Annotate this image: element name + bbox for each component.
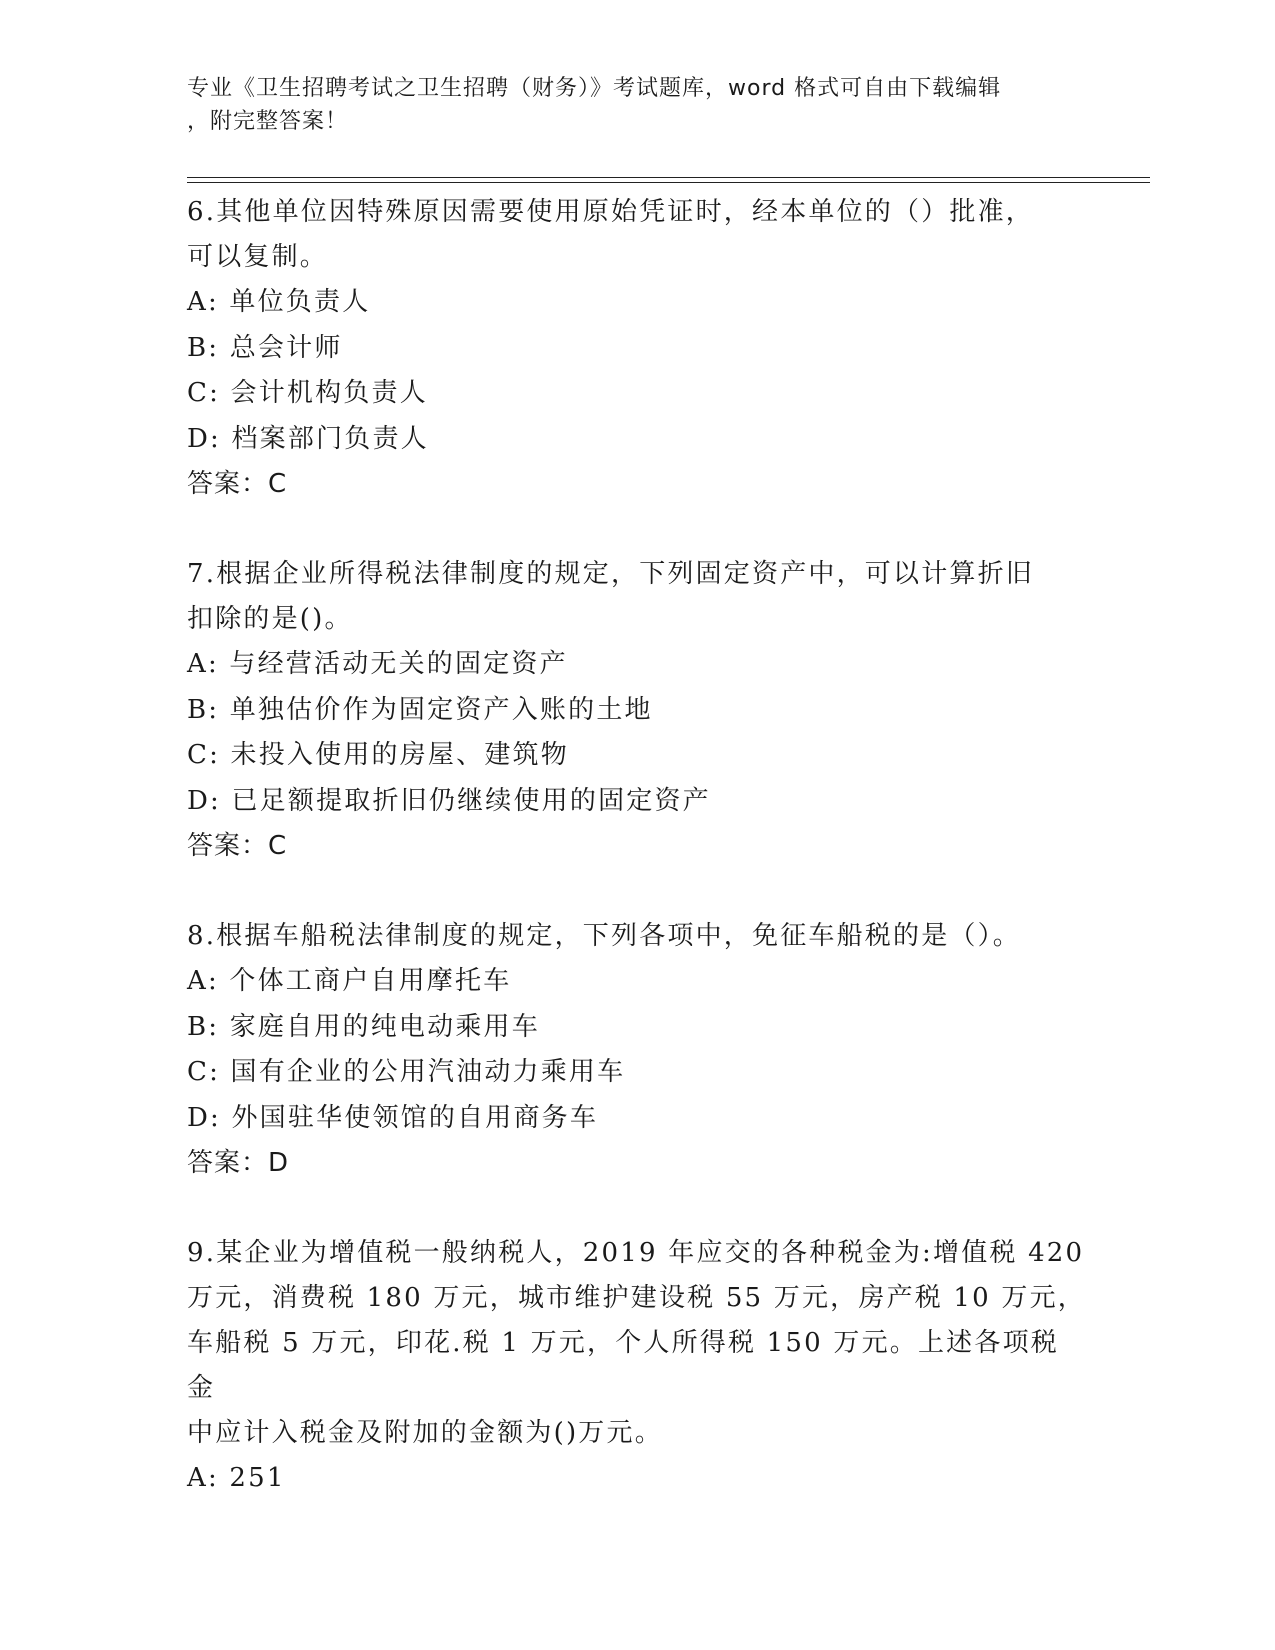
question-text-line: 中应计入税金及附加的金额为()万元。	[187, 1418, 663, 1448]
option-d: D: 外国驻华使领馆的自用商务车	[187, 1102, 599, 1133]
header-line-1: 专业《卫生招聘考试之卫生招聘（财务）》考试题库，word 格式可自由下载编辑	[187, 76, 1002, 101]
question-6	[187, 190, 1087, 507]
question-9	[187, 1231, 1087, 1502]
option-b: B: 总会计师	[187, 332, 343, 363]
spacer	[187, 869, 1087, 914]
option-a: A: 单位负责人	[187, 287, 371, 317]
option-d: D: 档案部门负责人	[187, 423, 429, 454]
option-b: B: 单独估价作为固定资产入账的土地	[187, 694, 653, 725]
question-list	[187, 190, 1087, 1502]
option-a: A: 251	[187, 1463, 286, 1493]
answer-label: 答案：D	[187, 1148, 290, 1178]
header-rule-top	[187, 177, 1150, 178]
question-text-line: 7.根据企业所得税法律制度的规定，下列固定资产中，可以计算折旧	[187, 559, 1035, 589]
option-b: B: 家庭自用的纯电动乘用车	[187, 1011, 540, 1042]
spacer	[187, 1186, 1087, 1231]
question-text-line: 可以复制。	[187, 242, 329, 272]
question-7	[187, 552, 1087, 869]
question-text-line: 8.根据车船税法律制度的规定，下列各项中，免征车船税的是（）。	[187, 921, 1022, 951]
question-text-line: 车船税 5 万元，印花.税 1 万元，个人所得税 150 万元。上述各项税金	[187, 1328, 1059, 1403]
option-a: A: 与经营活动无关的固定资产	[187, 649, 568, 679]
option-d: D: 已足额提取折旧仍继续使用的固定资产	[187, 785, 711, 816]
question-text-line: 万元，消费税 180 万元，城市维护建设税 55 万元，房产税 10 万元，	[187, 1283, 1086, 1313]
answer-label: 答案：C	[187, 469, 288, 499]
spacer	[187, 507, 1087, 552]
answer-label: 答案：C	[187, 831, 288, 861]
question-text-line: 9.某企业为增值税一般纳税人，2019 年应交的各种税金为:增值税 420	[187, 1238, 1085, 1268]
option-c: C: 未投入使用的房屋、建筑物	[187, 740, 569, 770]
option-c: C: 会计机构负责人	[187, 378, 428, 408]
question-text-line: 6.其他单位因特殊原因需要使用原始凭证时，经本单位的（）批准，	[187, 197, 1035, 227]
question-text-line: 扣除的是()。	[187, 604, 353, 634]
option-c: C: 国有企业的公用汽油动力乘用车	[187, 1057, 626, 1087]
document-header	[187, 72, 1087, 138]
header-line-2: ，附完整答案！	[187, 109, 349, 134]
option-a: A: 个体工商户自用摩托车	[187, 966, 512, 996]
question-8	[187, 914, 1087, 1186]
header-rule-bottom	[187, 182, 1150, 183]
